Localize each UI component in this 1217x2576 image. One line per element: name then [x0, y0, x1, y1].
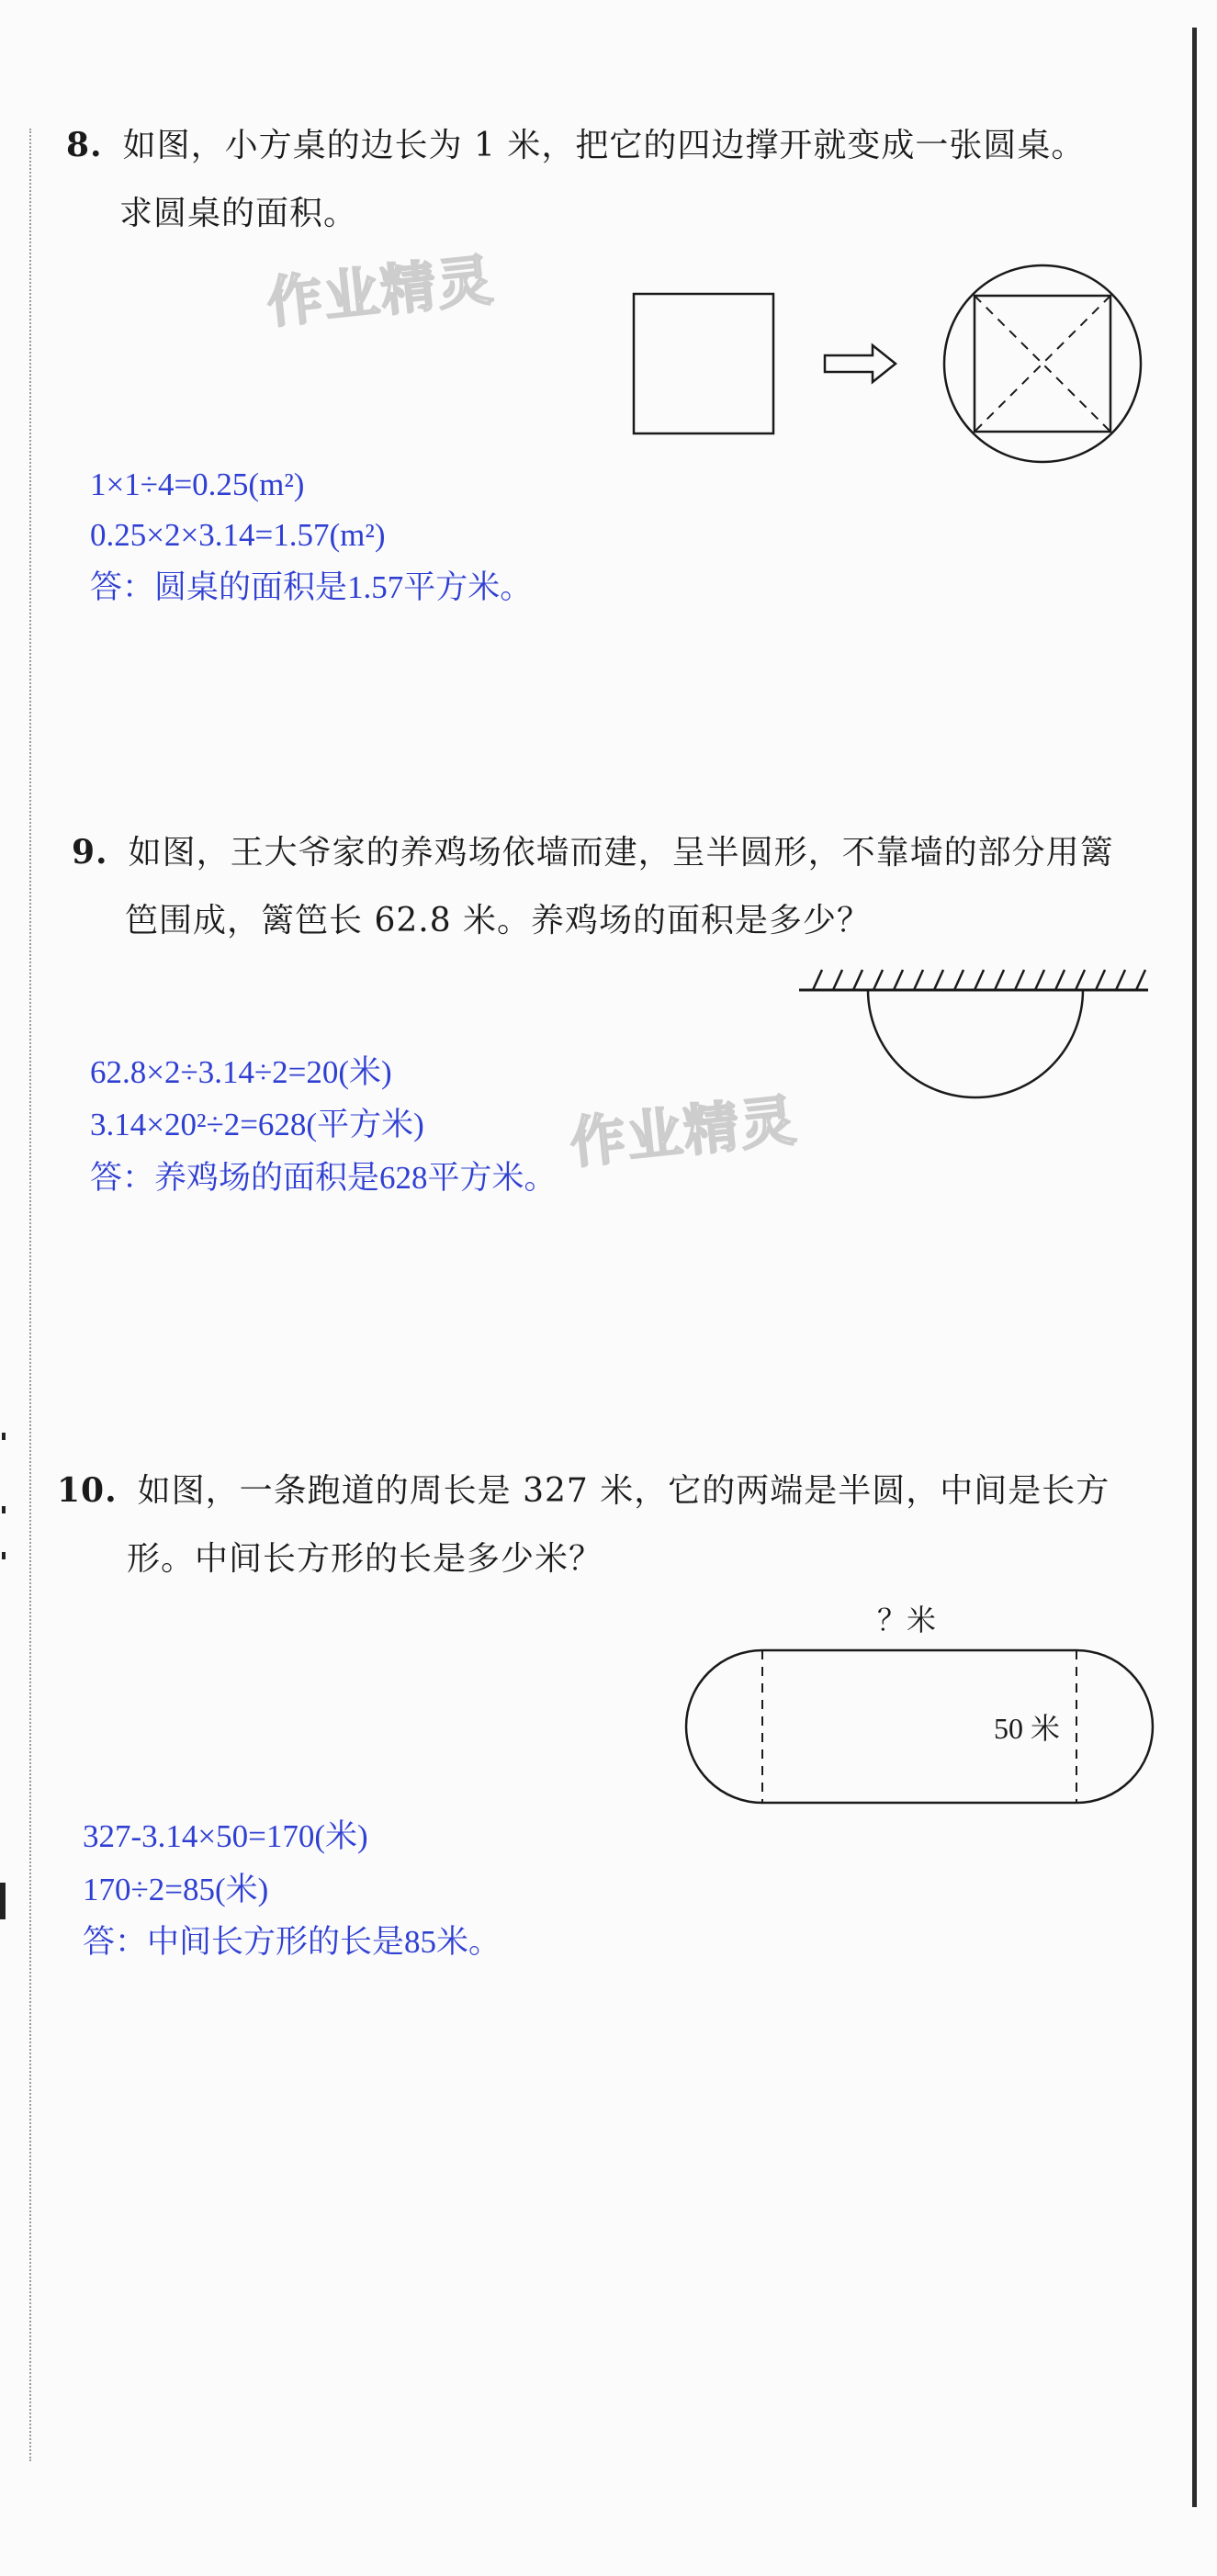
hatch-mark: [894, 970, 903, 990]
hatch-mark: [813, 970, 822, 990]
hatch-mark: [1116, 970, 1125, 990]
hatch-mark: [914, 970, 923, 990]
top-length-label: ？米: [877, 1603, 937, 1637]
q10-text-line1: [57, 1471, 1110, 1510]
q10-answer-line: 答：中间长方形的长是85米。: [83, 1924, 501, 1960]
q9-answer-line: 3.14×20²÷2=628(平方米): [90, 1107, 424, 1142]
diagonal-line: [975, 296, 1110, 432]
q8-answer-line: 答：圆桌的面积是1.57平方米。: [90, 569, 533, 605]
edge-mark: [0, 1883, 6, 1919]
q9-text-line1: [72, 833, 1114, 872]
wall-hatch: [813, 970, 1145, 990]
hatch-mark: [1035, 970, 1044, 990]
q8-number: 8.: [66, 126, 103, 164]
hatch-mark: [934, 970, 943, 990]
hatch-mark: [1055, 970, 1065, 990]
q10-text-line2: 形。中间长方形的长是多少米？: [127, 1540, 603, 1578]
q10-number: 10.: [57, 1471, 118, 1510]
q8-answer-line: 1×1÷4=0.25(m²): [90, 467, 305, 502]
hatch-mark: [1136, 970, 1145, 990]
edge-mark: [2, 1433, 6, 1440]
edge-mark: [2, 1552, 6, 1559]
hatch-mark: [995, 970, 1004, 990]
inscribed-square: [975, 296, 1110, 432]
q9-text-line2: 笆围成，篱笆长 62.8 米。养鸡场的面积是多少？: [125, 902, 872, 939]
hatch-mark: [1015, 970, 1024, 990]
q10-answer-line: 170÷2=85(米): [83, 1872, 269, 1907]
q10-figure: [0, 1598, 1217, 1837]
q9-number: 9.: [72, 833, 108, 872]
hatch-mark: [873, 970, 883, 990]
semicircle-fence: [868, 990, 1083, 1097]
q9-line1: 如图，王大爷家的养鸡场依墙而建，呈半圆形，不靠墙的部分用篱: [128, 834, 1114, 872]
q9-answer-line: 62.8×2÷3.14÷2=20(米): [90, 1054, 392, 1090]
edge-mark: [2, 1506, 6, 1513]
q9-answer-line: 答：养鸡场的面积是628平方米。: [90, 1160, 557, 1196]
q8-text-line2: 求圆桌的面积。: [119, 195, 358, 232]
q8-text-line1: [66, 126, 1086, 164]
hatch-mark: [1076, 970, 1085, 990]
hatch-mark: [1096, 970, 1105, 990]
q10-line1: 如图，一条跑道的周长是 327 米，它的两端是半圆，中间是长方: [137, 1472, 1110, 1510]
diagonal-line: [975, 296, 1110, 432]
watermark: 作业精灵: [264, 248, 498, 336]
hatch-mark: [975, 970, 984, 990]
hatch-mark: [853, 970, 862, 990]
q8-line1: 如图，小方桌的边长为 1 米，把它的四边撑开就变成一张圆桌。: [122, 127, 1086, 164]
hatch-mark: [954, 970, 963, 990]
hatch-mark: [833, 970, 842, 990]
square-table-shape: [634, 294, 773, 433]
q10-answer-line: 327-3.14×50=170(米): [83, 1818, 368, 1854]
width-label: 50 米: [994, 1712, 1061, 1745]
q8-answer-line: 0.25×2×3.14=1.57(m²): [90, 517, 386, 553]
watermark: 作业精灵: [567, 1088, 801, 1176]
running-track-outline: [686, 1650, 1153, 1803]
arrow-icon: [825, 345, 896, 382]
